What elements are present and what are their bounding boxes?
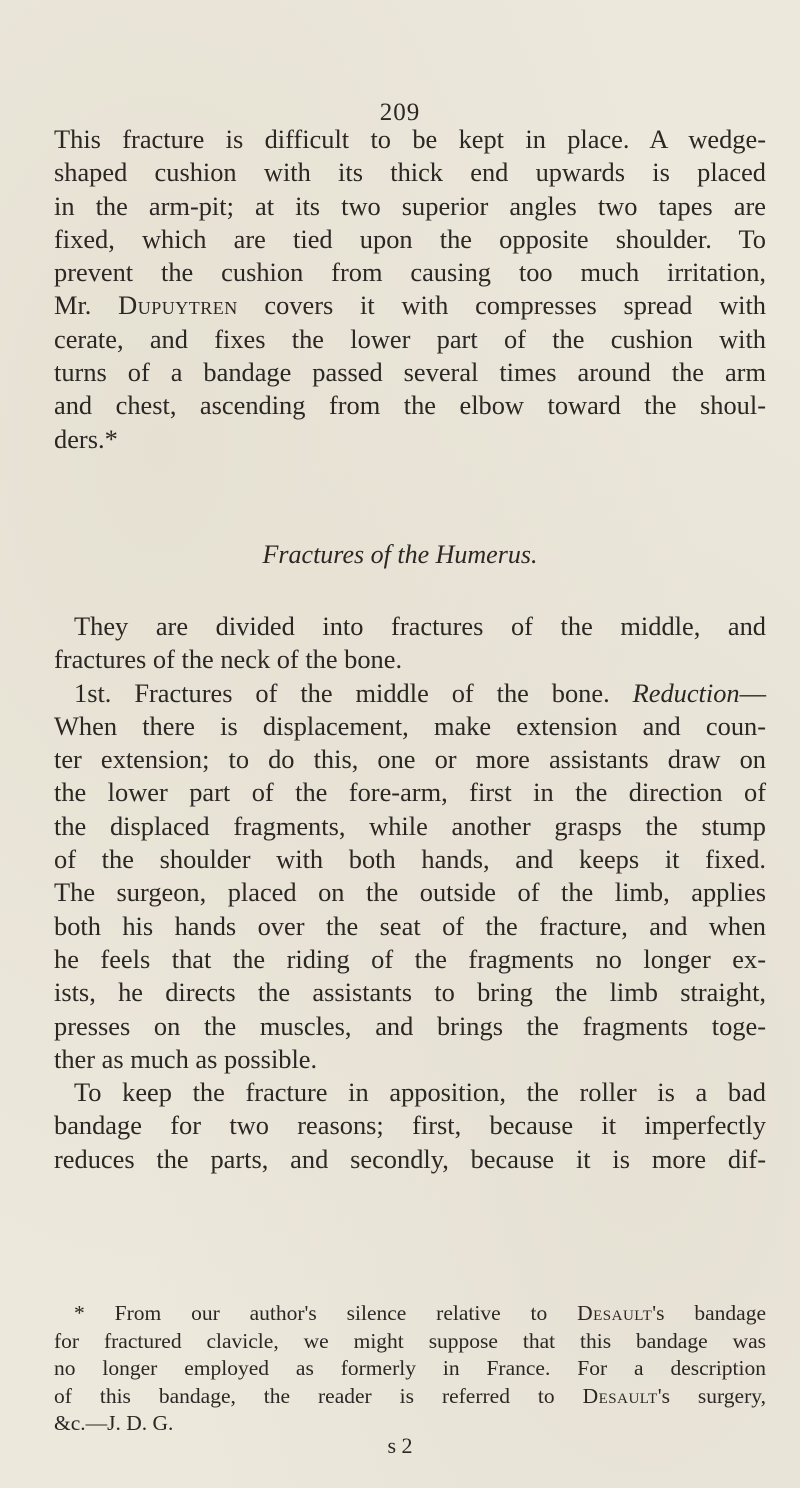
text-line: in the arm-pit; at its two superior angles two tapes are [54, 190, 766, 221]
text-line: the lower part of the fore-arm, first in the direction of [54, 777, 766, 808]
text-line: To keep the fracture in apposition, the roller is a bad [74, 1077, 766, 1108]
footnote-line: &c.—J. D. G. [54, 1411, 174, 1435]
text-line: The surgeon, placed on the outside of the limb, applies [54, 877, 766, 908]
text-line: bandage for two reasons; first, because it imperfectly [54, 1110, 766, 1141]
humerus-section [54, 610, 766, 1176]
text-line: of the shoulder with both hands, and keeps it fixed. [54, 844, 766, 875]
text-fragment: Mr. [54, 290, 119, 321]
text-line: When there is displacement, make extension and coun- [54, 710, 766, 741]
footnote-line [54, 1383, 766, 1411]
text-line: shaped cushion with its thick end upwards is placed [54, 157, 766, 188]
text-line-dupuytren [54, 289, 766, 322]
page-number: 209 [379, 99, 421, 126]
text-fragment: 's bandage [652, 1301, 766, 1325]
text-line: reduces the parts, and secondly, because it is more dif- [54, 1143, 766, 1174]
text-fragment: covers it with compresses spread with [237, 290, 767, 321]
text-line: They are divided into fractures of the middle, and [74, 611, 766, 641]
text-line: ther as much as possible. [54, 1043, 318, 1074]
text-line: turns of a bandage passed several times around the arm [54, 357, 766, 388]
text-line: ders.* [54, 423, 118, 454]
text-fragment: 's surgery, [657, 1383, 766, 1408]
text-fragment: of this bandage, the reader is referred to [54, 1383, 583, 1408]
signature-mark: s 2 [387, 1433, 413, 1458]
footnote-line [54, 1300, 766, 1328]
author-name-desault: Desault [582, 1383, 658, 1408]
text-line: cerate, and fixes the lower part of the cushion with [54, 323, 766, 354]
text-line: prevent the cushion from causing too much irritation, [54, 257, 766, 288]
text-fragment: * From our author's silence relative to [74, 1301, 578, 1325]
text-line: ists, he directs the assistants to bring the limb straight, [54, 977, 766, 1008]
text-line: he feels that the riding of the fragments no longer ex- [54, 943, 766, 974]
text-line: fractures of the neck of the bone. [54, 644, 403, 675]
text-line: and chest, ascending from the elbow toward the shoul- [54, 390, 766, 421]
text-line: ter extension; to do this, one or more assistants draw on [54, 744, 766, 775]
text-line: both his hands over the seat of the fracture, and when [54, 910, 766, 941]
footnote-line: no longer employed as formerly in France. For a description [54, 1356, 766, 1380]
text-line: the displaced fragments, while another grasps the stump [54, 810, 766, 841]
text-fragment: — [739, 677, 766, 708]
author-name-desault: Desault [577, 1301, 653, 1325]
section-heading: Fractures of the Humerus. [262, 540, 538, 569]
clavicle-paragraph [54, 123, 766, 456]
text-line-reduction [54, 677, 766, 710]
text-fragment: 1st. Fractures of the middle of the bone. [74, 677, 633, 708]
text-line: This fracture is difficult to be kept in place. A wedge- [54, 124, 766, 154]
reduction-term: Reduction [632, 677, 740, 708]
text-line: fixed, which are tied upon the opposite shoulder. To [54, 223, 766, 254]
author-name-dupuytren: Dupuytren [118, 290, 238, 321]
text-line: presses on the muscles, and brings the fragments toge- [54, 1010, 766, 1041]
footnote [54, 1300, 766, 1438]
footnote-line: for fractured clavicle, we might suppose that this bandage was [54, 1328, 766, 1353]
